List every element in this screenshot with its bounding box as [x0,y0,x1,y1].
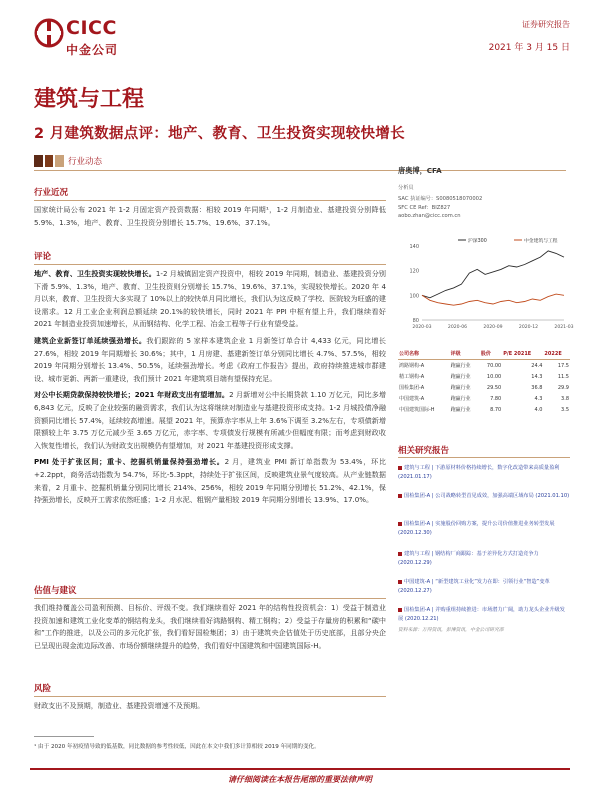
related-report-link[interactable] [398,578,570,595]
related-report-link[interactable] [398,464,570,481]
table-row [398,393,570,404]
section-rule [34,598,386,599]
related-report-title: 国检集团-A | 实施股份回购方案，提升公司价值推进业务转型发展 (2020.12.30) [398,521,555,536]
table-row [398,360,570,372]
related-report-link[interactable] [398,550,570,567]
author-license: SAC 执证编号：S0080518070002 [398,196,483,202]
cicc-logo-icon [34,18,64,48]
report-tag: 行业动态 [68,157,103,167]
comment-para-2 [34,335,386,385]
para-body: 2 月，建筑业 PMI 新订单指数为 53.4%，环比+2.2ppt，商务活动指数为 54.7%，环比-5.3ppt，持续处于扩张区间，反映建筑业景气度较高。从产业链数据来看，2 月重卡、挖掘机销量分别同比增长 214%、256%，相较 2019 年同期分别增长 51.2%、42.1%，保持强劲增长，反映开工需求依然旺盛；1-2 月水泥、粗钢产量相较 2019 年同期分别增长 13.9%、17.0%。 [34,457,386,505]
table-cell: 10.00 [486,373,502,380]
table-cell: 4.0 [534,406,543,413]
tag-bars-icon [34,155,64,167]
related-report-title: 建筑与工程 | 下游原材料价格持续增长，数字化改造带来高质量盈利 (2021.01.17) [398,465,560,480]
y-tick-label: 80 [412,318,419,324]
table-cell: 8.70 [490,406,502,413]
comment-para-3 [34,389,386,452]
valuation-table [398,348,570,419]
header-divider [34,170,566,171]
author-name: 唐奥博，CFA [398,166,442,175]
table-cell: 29.50 [486,384,502,391]
table-cell: 中国建筑国际-H [399,407,435,413]
table-cell: 7.80 [490,395,502,402]
section-heading: 风险 [34,684,52,694]
legend-label: 沪深300 [468,239,487,244]
table-cell [398,415,450,419]
y-tick-label: 100 [409,293,419,300]
y-tick-label: 120 [409,268,419,275]
para-body: 我们跟踪的 5 家样本建筑企业 1 月新签订单合计 4,433 亿元，同比增长 27.6%，相较 2019 年同期增长 30.6%；其中，1 月房建、基建新签订单分别同比增长 4.7%、57.5%，相较 2019 年同期分别增长 13.4%、50.5%，延续强劲增长。考虑《政府工作报告》提出，政府持续推进城市群建设、城市更新、两新一重建设，我们预计 2021 年建筑项目端有望保持充足。 [34,335,386,383]
related-report-title: 国检集团-A | 并购重组持续推进：市场潜力广阔，助力龙头企业升级发展 (2020.12.21) [398,607,565,622]
comment-para-1 [34,268,386,331]
risk-text: 财政支出不及预期，制造业、基建投资增速不及预期。 [34,701,205,710]
para-lead: 建筑企业新签订单延续强劲增长。 [34,335,147,345]
table-cell: 跑赢行业 [450,407,471,413]
table-cell: 70.00 [486,362,502,369]
related-report-link[interactable] [398,606,570,623]
overview-text: 国家统计局公布 2021 年 1-2 月固定资产投资数据：相较 2019 年同期¹，1-2 月制造业、基建投资分别降低 5.9%、1.3%，地产、教育、卫生投资分别增长 15.7%、19.6%、37.1%。 [34,205,386,227]
risk-section [34,682,386,713]
table-cell [450,415,480,419]
table-cell: 鸿路钢构-A [399,363,425,369]
report-date: 2021 年 3 月 15 日 [488,43,570,53]
table-header: 2022E [543,348,570,360]
table-cell: 29.9 [557,384,569,391]
table-cell [480,415,502,419]
related-heading: 相关研究报告 [398,446,450,456]
report-title: 2 月建筑数据点评：地产、教育、卫生投资实现较快增长 [34,126,405,142]
author-email: aobo.zhan@cicc.com.cn [398,213,461,219]
valuation-text: 我们维持覆盖公司盈利预测、目标价、评级不变。我们继续看好 2021 年的结构性投资机会：1）受益于制造业投资加速和建筑工业化变革的钢结构龙头，我们继续看好鸿路钢构、精工钢构；2）受益于存量房的积累和“碳中和”工作的推进，以及公司的多元化扩张，我们看好国检集团；3）由于建筑央企估值处于历史底部，且部分央企已呈现出现金流边际改善、市场份额继续提升的趋势，我们看好中国建筑和中国建筑国际-H。 [34,603,386,650]
report-type: 证券研究报告 [522,20,570,29]
table-row [398,382,570,393]
para-body: 1-2 月城镇固定资产投资中，相较 2019 年同期，制造业、基建投资分别下滑 5.9%、1.3%，地产、教育、卫生投资则分别增长 15.7%、19.6%、37.1%，实现较快增长。2020 年 4 月以来，教育、卫生投资大多实现了 10%以上的较快单月同比增长，我们认为这反映了学校、医院较为旺盛的建设需求。12 月工业企业利润总额延续 20.1%的较快增长，同时 2021 年 PPI 中枢有望上升，我们继续看好 2021 年制造业投资加速增长，从而钢结构、化学工程、冶金工程等子行业有望受益。 [34,269,386,329]
table-cell: 精工钢构-A [399,374,425,380]
section-rule [34,264,386,265]
related-source: 资料来源：万得资讯，彭博资讯，中金公司研究部 [398,628,504,633]
bullet-icon [398,522,402,526]
para-body: 2 月新增对公中长期贷款 1.10 万亿元，同比多增 6,843 亿元，反映了企业较强的融资需求，我们认为这将继续对制造业与基建投资形成支持。1-2 月城投债净融资额同比增长 57.4%，延续较高增速。展望 2021 年，预算赤字率从上年 3.6%下调至 3.2%左右，专项债新增限额较上年 3.75 万亿元减少至 3.65 万亿元，赤字率、专项债发行规模有所减少但幅度有限；而考虑到财政收入恢复性增长，我们认为财政支出规模仍有望增加，对 2021 年基建投资形成支撑。 [34,390,386,450]
overview-section [34,186,386,229]
table-header: 股价 [480,348,502,360]
section-heading: 估值与建议 [34,586,77,596]
para-lead: 对公中长期贷款保持较快增长；2021 年财政支出有望增加。 [34,390,230,400]
footnote: ¹ 由于 2020 年初疫情导致的低基数，同比数据的参考性较低，因此在本文中我们多计算相较 2019 年同期的变化。 [34,744,320,750]
footer-bar [30,768,570,770]
sector-title: 建筑与工程 [34,87,145,112]
table-cell: 中国建筑-A [399,396,425,402]
table-header: P/E 2021E [502,348,543,360]
section-rule [34,200,386,201]
x-tick-label: 2020-09 [483,325,503,330]
x-tick-label: 2020-12 [518,325,539,330]
comment-para-4 [34,456,386,506]
para-lead: 地产、教育、卫生投资实现较快增长。 [34,269,156,278]
table-cell: 国检集团-A [399,385,425,391]
table-header: 公司名称 [398,348,450,360]
comment-section [34,250,386,507]
bullet-icon [398,608,402,612]
section-rule [34,696,386,697]
related-report-link[interactable] [398,492,570,501]
bullet-icon [398,494,402,498]
table-cell: 跑赢行业 [450,385,471,391]
para-lead: PMI 处于扩张区间；重卡、挖掘机销量保持强劲增长。 [34,457,225,467]
x-tick-label: 2021-03 [554,325,574,330]
related-report-title: 国检集团-A | 公司战略转型首见成效，加强高端区域布局 (2021.01.10) [404,493,570,499]
table-cell: 14.3 [531,373,543,380]
table-cell: 跑赢行业 [450,396,471,402]
related-report-title: 中国建筑-A | “新型建筑工业化”发力在即：引领行业“智造”变革 (2020.12.27) [398,579,550,594]
table-cell: 17.5 [557,362,569,369]
legend-label: 中金建筑与工程 [524,239,558,244]
section-heading: 评论 [34,252,52,262]
table-row [398,404,570,415]
table-header: 评级 [450,348,480,360]
table-cell: 11.5 [557,373,569,380]
table-cell [502,415,543,419]
table-cell: 36.8 [531,384,543,391]
related-rule [398,457,570,458]
footnote-rule [34,736,94,737]
bullet-icon [398,552,402,556]
series-line [422,251,564,298]
section-heading: 行业近况 [34,188,69,198]
related-report-title: 建筑与工程 | 钢结构厂商跟踪：基于差异化方式打造竞争力 (2020.12.29) [398,551,539,566]
table-cell [543,415,570,419]
valuation-section [34,584,386,652]
table-cell: 3.8 [561,395,569,402]
y-tick-label: 140 [409,244,419,250]
table-cell: 24.4 [531,362,543,369]
author-ce: SFC CE Ref：BIZ827 [398,205,451,211]
bullet-icon [398,580,402,584]
legal-footer: 请仔细阅读在本报告尾部的重要法律声明 [228,775,372,784]
table-cell: 跑赢行业 [450,374,471,380]
x-tick-label: 2020-03 [412,325,432,330]
logo-text-cn: 中金公司 [66,43,119,57]
table-cell: 3.5 [561,406,569,413]
table-cell: 4.3 [534,395,543,402]
bullet-icon [398,466,402,470]
table-cell: 跑赢行业 [450,363,471,369]
author-role: 分析员 [398,185,414,191]
table-row [398,415,570,419]
table-row [398,371,570,382]
performance-chart [398,232,574,336]
related-report-link[interactable] [398,520,570,537]
series-line [422,294,564,305]
x-tick-label: 2020-06 [447,325,468,330]
logo-text-en: CICC [66,17,117,39]
